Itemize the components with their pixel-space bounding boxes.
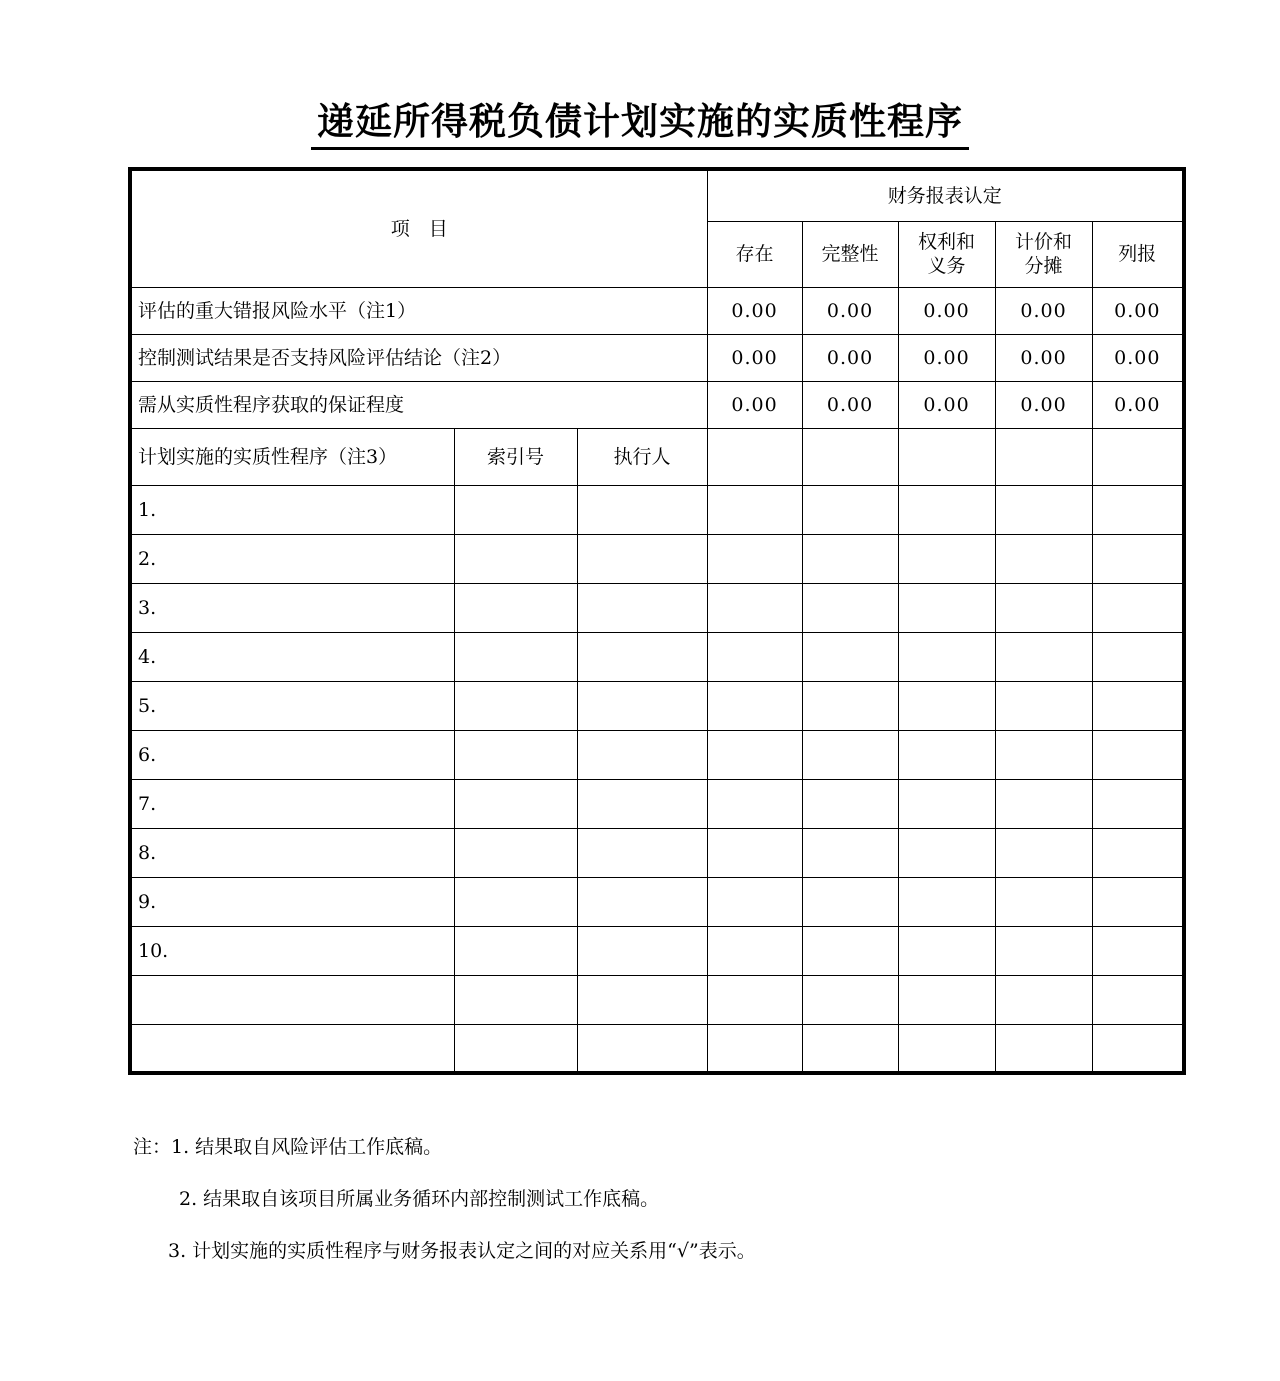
procedure-row [130, 534, 1184, 583]
procedure-row-assertion-mark[interactable] [898, 926, 995, 975]
procedure-row-assertion-mark[interactable] [707, 485, 802, 534]
procedure-row [130, 681, 1184, 730]
procedure-row-index[interactable] [454, 975, 577, 1024]
procedure-row-assertion-mark[interactable] [707, 779, 802, 828]
header-assertion-rights-obligations: 权利和 义务 [898, 221, 995, 287]
procedure-row-assertion-mark[interactable] [995, 632, 1092, 681]
header-assertion-completeness: 完整性 [802, 221, 898, 287]
procedure-row-person[interactable] [577, 730, 707, 779]
header-assertion-presentation: 列报 [1092, 221, 1184, 287]
procedure-row-assertion-mark[interactable] [995, 828, 1092, 877]
procedure-row-number[interactable]: 6. [130, 730, 454, 779]
procedure-row-assertion-mark[interactable] [898, 583, 995, 632]
procedure-row-person[interactable] [577, 534, 707, 583]
procedure-row-number[interactable]: 1. [130, 485, 454, 534]
procedure-row-assertion-mark[interactable] [802, 534, 898, 583]
procedure-row-number[interactable]: 3. [130, 583, 454, 632]
procedure-row-assertion-mark[interactable] [707, 926, 802, 975]
procedure-row-person[interactable] [577, 632, 707, 681]
procedure-row-assertion-mark[interactable] [802, 681, 898, 730]
procedure-row-assertion-mark[interactable] [898, 779, 995, 828]
procedure-row-person[interactable] [577, 926, 707, 975]
procedure-row-index[interactable] [454, 681, 577, 730]
procedure-row-assertion-mark[interactable] [1092, 975, 1184, 1024]
table-row [130, 381, 1184, 428]
procedure-header-index: 索引号 [454, 428, 577, 485]
audit-procedure-table [128, 167, 1186, 1075]
procedure-row-assertion-mark[interactable] [1092, 877, 1184, 926]
value-cell[interactable]: 0.00 [1092, 334, 1184, 381]
audit-procedure-table-container [128, 167, 1182, 1075]
procedure-row-number[interactable]: 8. [130, 828, 454, 877]
procedure-row-assertion-mark[interactable] [707, 828, 802, 877]
value-cell[interactable]: 0.00 [707, 334, 802, 381]
procedure-row-assertion-mark[interactable] [898, 730, 995, 779]
procedure-row-assertion-mark[interactable] [1092, 1024, 1184, 1073]
value-cell[interactable]: 0.00 [995, 381, 1092, 428]
procedure-row-index[interactable] [454, 730, 577, 779]
procedure-row-assertion-mark[interactable] [802, 828, 898, 877]
table-header-row-1 [130, 169, 1184, 221]
procedure-row [130, 632, 1184, 681]
header-assertion-existence: 存在 [707, 221, 802, 287]
procedure-row-assertion-mark[interactable] [898, 632, 995, 681]
note-item-2: 2. 结果取自该项目所属业务循环内部控制测试工作底稿。 [179, 1188, 660, 1210]
procedure-row-number[interactable]: 4. [130, 632, 454, 681]
procedure-row-assertion-mark[interactable] [995, 681, 1092, 730]
value-cell[interactable]: 0.00 [898, 287, 995, 334]
procedure-row-assertion-mark[interactable] [1092, 730, 1184, 779]
procedure-row-index[interactable] [454, 1024, 577, 1073]
procedure-row-assertion-mark[interactable] [995, 779, 1092, 828]
value-cell[interactable]: 0.00 [802, 287, 898, 334]
procedure-row-assertion-mark[interactable] [1092, 779, 1184, 828]
procedure-row-index[interactable] [454, 632, 577, 681]
procedure-row [130, 926, 1184, 975]
procedure-row-number[interactable] [130, 1024, 454, 1073]
procedure-header-person: 执行人 [577, 428, 707, 485]
procedure-row-person[interactable] [577, 583, 707, 632]
note-item-1: 注：1. 结果取自风险评估工作底稿。 [133, 1136, 443, 1158]
table-row [130, 287, 1184, 334]
procedure-row [130, 975, 1184, 1024]
procedure-row-number[interactable]: 9. [130, 877, 454, 926]
procedure-row-assertion-mark[interactable] [802, 730, 898, 779]
procedure-row-person[interactable] [577, 877, 707, 926]
value-cell[interactable]: 0.00 [802, 381, 898, 428]
procedure-row [130, 828, 1184, 877]
procedure-row-assertion-mark[interactable] [802, 877, 898, 926]
procedure-row-assertion-mark[interactable] [707, 1024, 802, 1073]
procedure-row [130, 485, 1184, 534]
procedure-row-assertion-mark[interactable] [995, 877, 1092, 926]
procedure-row-assertion-mark[interactable] [802, 926, 898, 975]
procedure-row-assertion-mark[interactable] [1092, 485, 1184, 534]
procedure-row-assertion-mark[interactable] [995, 583, 1092, 632]
value-cell[interactable]: 0.00 [1092, 381, 1184, 428]
procedure-row-number[interactable]: 2. [130, 534, 454, 583]
procedure-row-assertion-mark[interactable] [707, 975, 802, 1024]
procedure-row-assertion-mark[interactable] [707, 681, 802, 730]
procedure-row-person[interactable] [577, 485, 707, 534]
procedure-row-assertion-mark[interactable] [802, 975, 898, 1024]
table-row [130, 334, 1184, 381]
row-label-assessed-risk: 评估的重大错报风险水平（注1） [130, 287, 707, 334]
procedure-row-person[interactable] [577, 828, 707, 877]
procedure-row-assertion-mark[interactable] [802, 485, 898, 534]
header-assertion-valuation-allocation: 计价和 分摊 [995, 221, 1092, 287]
procedure-row-number[interactable]: 7. [130, 779, 454, 828]
procedure-row-assertion-mark[interactable] [995, 485, 1092, 534]
table-body [130, 169, 1184, 1073]
procedure-row-assertion-mark[interactable] [1092, 534, 1184, 583]
procedure-row-assertion-mark[interactable] [898, 877, 995, 926]
procedure-row-assertion-mark[interactable] [802, 632, 898, 681]
procedure-row-index[interactable] [454, 485, 577, 534]
procedure-row [130, 730, 1184, 779]
page-title: 递延所得税负债计划实施的实质性程序 [311, 98, 969, 150]
procedure-row-assertion-mark[interactable] [995, 1024, 1092, 1073]
procedure-header-label: 计划实施的实质性程序（注3） [130, 428, 454, 485]
procedure-row-assertion-mark[interactable] [995, 534, 1092, 583]
procedure-row [130, 779, 1184, 828]
value-cell[interactable]: 0.00 [802, 334, 898, 381]
procedure-row-assertion-mark[interactable] [1092, 681, 1184, 730]
procedure-row-assertion-mark[interactable] [1092, 828, 1184, 877]
procedure-row-assertion-mark[interactable] [802, 779, 898, 828]
procedure-row-person[interactable] [577, 681, 707, 730]
value-cell[interactable]: 0.00 [898, 334, 995, 381]
procedure-row-index[interactable] [454, 828, 577, 877]
value-cell[interactable]: 0.00 [898, 381, 995, 428]
value-cell[interactable]: 0.00 [995, 287, 1092, 334]
procedure-row-assertion-mark[interactable] [1092, 926, 1184, 975]
procedure-row-person[interactable] [577, 1024, 707, 1073]
row-label-control-test-result: 控制测试结果是否支持风险评估结论（注2） [130, 334, 707, 381]
procedure-row-assertion-mark[interactable] [707, 877, 802, 926]
procedure-row-assertion-mark[interactable] [707, 730, 802, 779]
value-cell[interactable]: 0.00 [995, 334, 1092, 381]
row-label-assurance-needed: 需从实质性程序获取的保证程度 [130, 381, 707, 428]
procedure-row [130, 877, 1184, 926]
procedure-row-assertion-mark[interactable] [898, 1024, 995, 1073]
procedure-header-blank-cell [802, 428, 898, 485]
procedure-row-number[interactable] [130, 975, 454, 1024]
procedure-row-assertion-mark[interactable] [1092, 632, 1184, 681]
procedure-row-index[interactable] [454, 534, 577, 583]
procedure-row-assertion-mark[interactable] [707, 632, 802, 681]
value-cell[interactable]: 0.00 [1092, 287, 1184, 334]
header-item-column: 项 目 [130, 169, 707, 287]
header-assertions-group: 财务报表认定 [707, 169, 1184, 221]
procedure-subheader-row [130, 428, 1184, 485]
procedure-row-person[interactable] [577, 975, 707, 1024]
procedure-row-assertion-mark[interactable] [802, 1024, 898, 1073]
procedure-row-assertion-mark[interactable] [707, 534, 802, 583]
procedure-row-assertion-mark[interactable] [1092, 583, 1184, 632]
note-item-3: 3. 计划实施的实质性程序与财务报表认定之间的对应关系用“√”表示。 [168, 1240, 756, 1262]
notes-section [133, 1135, 1153, 1291]
procedure-header-blank-cell [995, 428, 1092, 485]
procedure-row-index[interactable] [454, 583, 577, 632]
procedure-row-number[interactable]: 5. [130, 681, 454, 730]
value-cell[interactable]: 0.00 [707, 287, 802, 334]
procedure-row-assertion-mark[interactable] [995, 975, 1092, 1024]
page-title-container [0, 98, 1280, 150]
procedure-row-assertion-mark[interactable] [995, 730, 1092, 779]
procedure-row-index[interactable] [454, 926, 577, 975]
procedure-row-assertion-mark[interactable] [898, 975, 995, 1024]
procedure-header-blank-cell [707, 428, 802, 485]
value-cell[interactable]: 0.00 [707, 381, 802, 428]
procedure-header-blank-cell [898, 428, 995, 485]
procedure-row-index[interactable] [454, 779, 577, 828]
procedure-row-assertion-mark[interactable] [707, 583, 802, 632]
procedure-row-assertion-mark[interactable] [898, 485, 995, 534]
procedure-header-blank-cell [1092, 428, 1184, 485]
procedure-row-assertion-mark[interactable] [898, 534, 995, 583]
procedure-row-index[interactable] [454, 877, 577, 926]
procedure-row [130, 583, 1184, 632]
procedure-row-assertion-mark[interactable] [898, 681, 995, 730]
procedure-row-assertion-mark[interactable] [802, 583, 898, 632]
procedure-row-assertion-mark[interactable] [898, 828, 995, 877]
procedure-row-number[interactable]: 10. [130, 926, 454, 975]
procedure-row-person[interactable] [577, 779, 707, 828]
procedure-row [130, 1024, 1184, 1073]
procedure-row-assertion-mark[interactable] [995, 926, 1092, 975]
